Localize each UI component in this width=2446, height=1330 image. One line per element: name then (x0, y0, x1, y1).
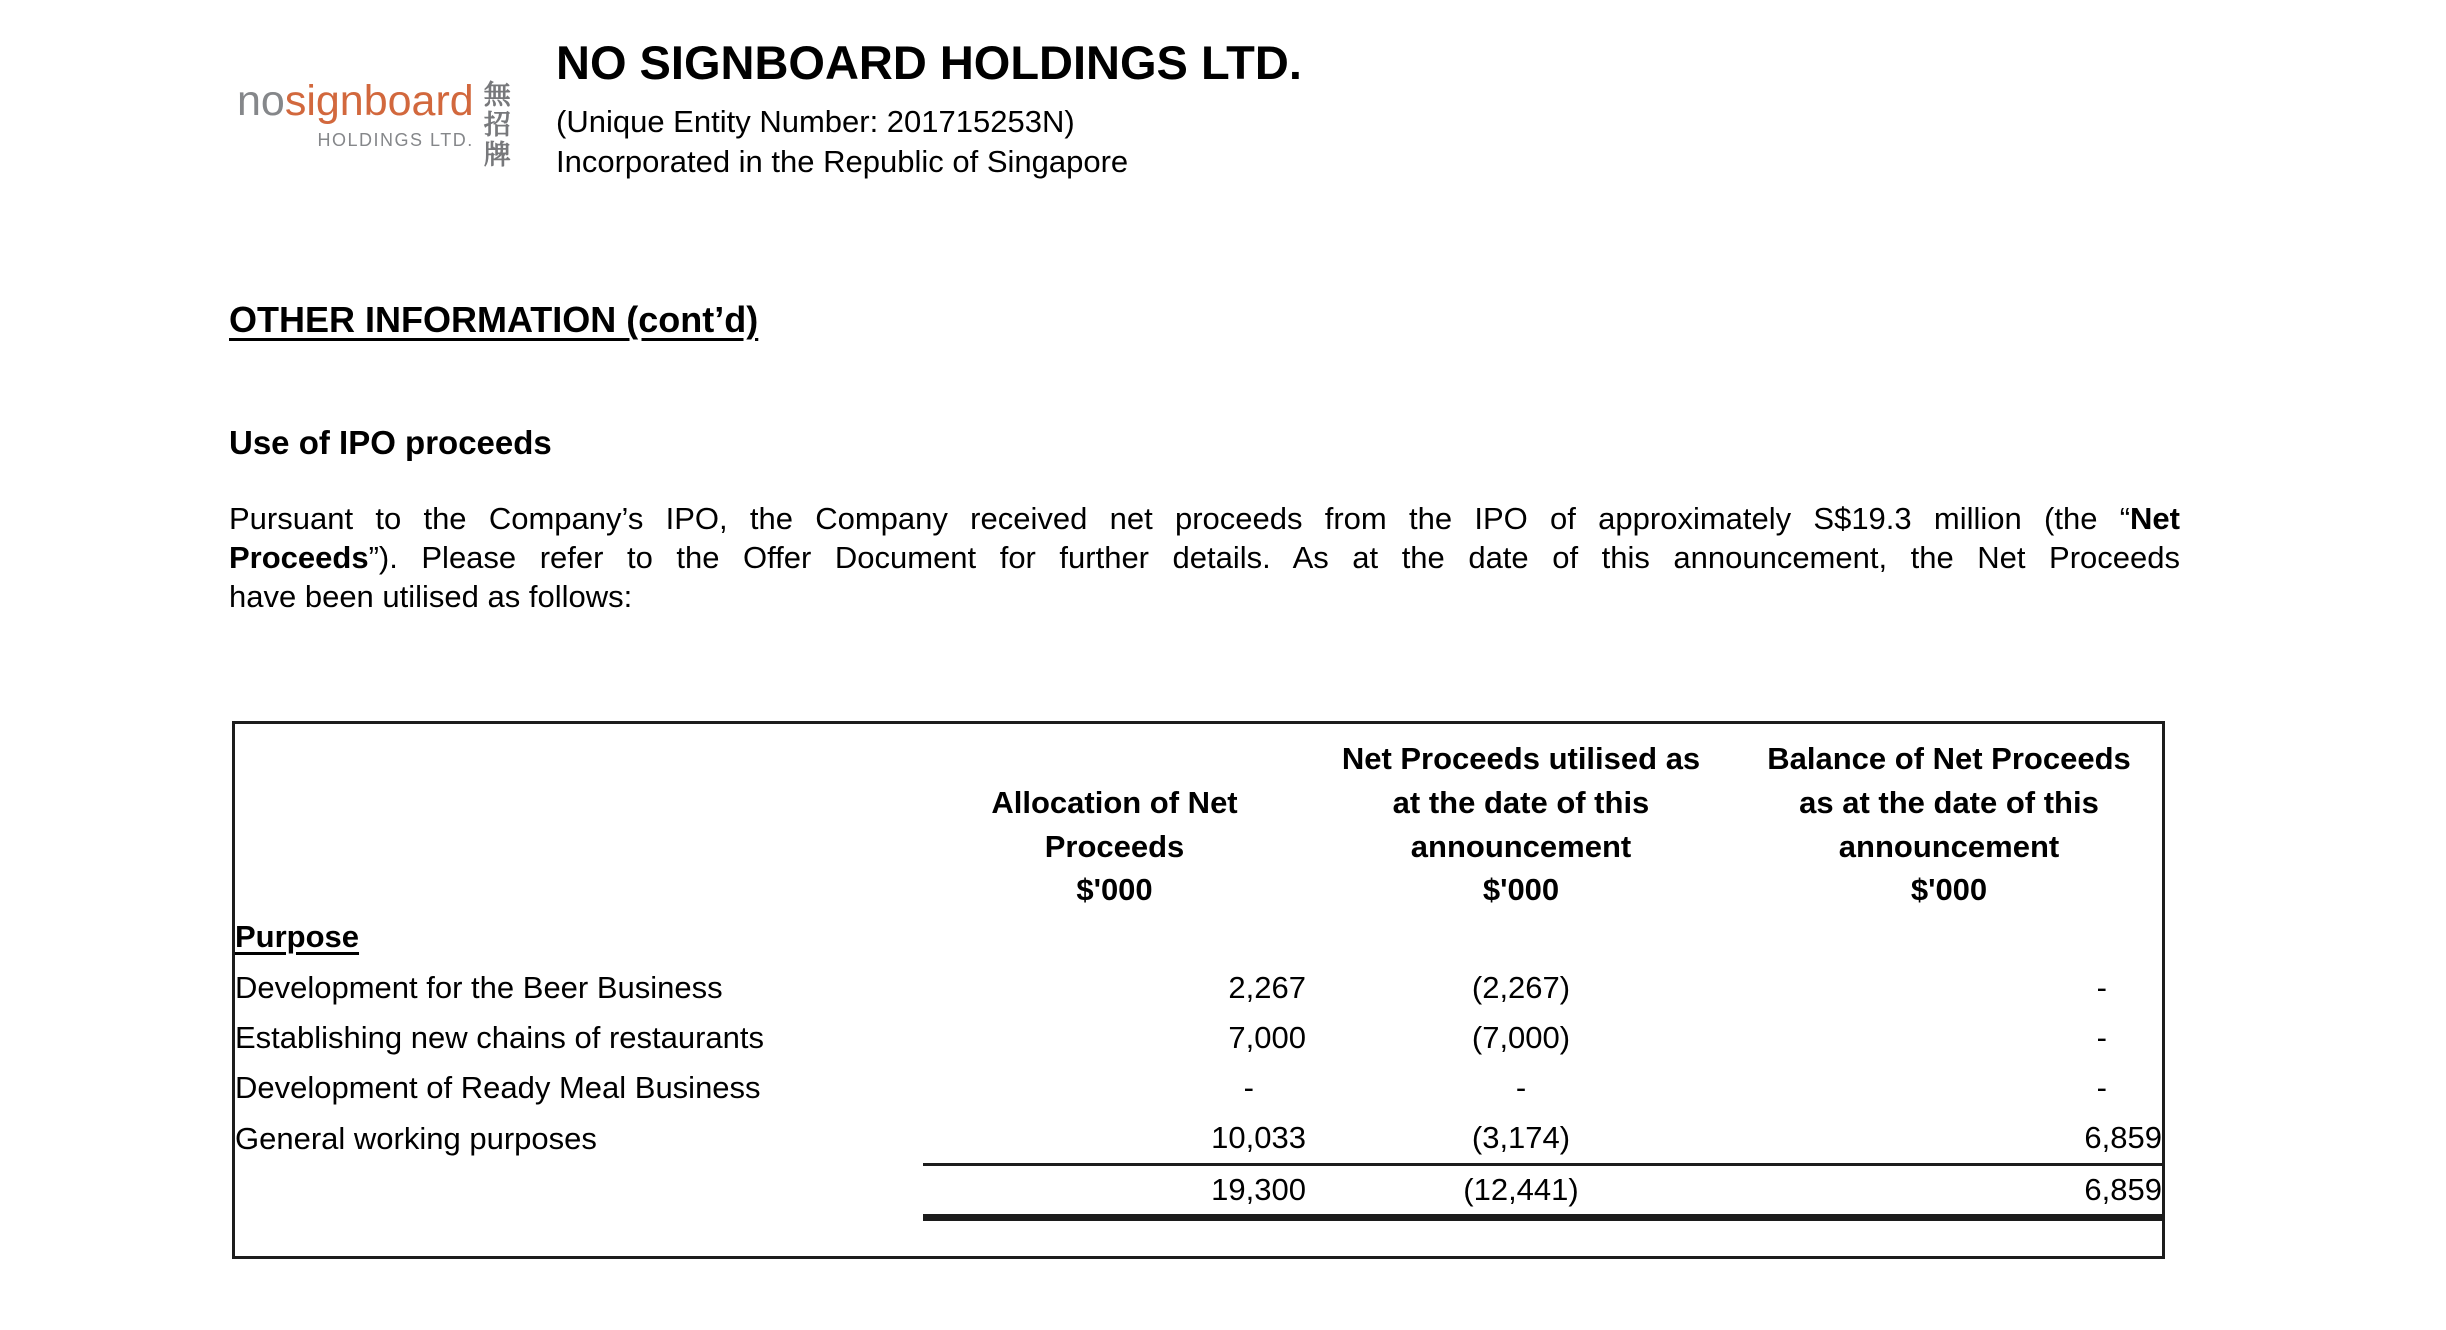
row-allocation: 2,267 (1228, 970, 1306, 1005)
proceeds-table (235, 724, 2162, 1264)
row-utilised: (2,267) (1471, 970, 1571, 1005)
logo-chinese-characters (484, 80, 511, 170)
paragraph-line-3: have been utilised as follows: (229, 579, 633, 614)
total-utilised: (12,441) (1306, 1165, 1736, 1218)
header-line: Balance of Net Proceeds (1767, 741, 2131, 776)
row-allocation: - (1243, 1070, 1254, 1105)
unit-empty-cell (235, 869, 923, 911)
paragraph-text: Pursuant to the Company’s IPO, the Company received net proceeds from the IPO of approximately S$19.3 million (the “ (229, 501, 2131, 536)
total-allocation: 19,300 (923, 1165, 1306, 1218)
paragraph-bold-text: Proceeds (229, 540, 369, 575)
paragraph-text: ”). Please refer to the Offer Document for further details. As at the date of this announcement, the Net Proceeds (368, 540, 2180, 575)
empty-cell (1736, 911, 2162, 963)
company-name: NO SIGNBOARD HOLDINGS LTD. (556, 36, 1302, 89)
row-allocation: 7,000 (1228, 1020, 1306, 1055)
empty-cell (1306, 1218, 1736, 1265)
ipo-proceeds-paragraph (229, 499, 2180, 616)
section-heading: OTHER INFORMATION (cont’d) (229, 299, 759, 340)
table-row (235, 963, 2162, 1013)
table-spacer-row (235, 1218, 2162, 1265)
uen-line: (Unique Entity Number: 201715253N) (556, 104, 1075, 139)
header-line: as at the date of this (1799, 785, 2099, 820)
row-utilised: - (1515, 1070, 1527, 1105)
row-allocation: 10,033 (1211, 1120, 1306, 1155)
table-row (235, 1113, 2162, 1165)
row-balance: - (2096, 1020, 2107, 1055)
unit-row (235, 869, 2162, 911)
total-balance: 6,859 (1736, 1165, 2162, 1218)
empty-cell (1306, 911, 1736, 963)
table-row (235, 1063, 2162, 1113)
logo-chinese-char: 牌 (483, 140, 511, 170)
incorporation-line: Incorporated in the Republic of Singapore (556, 144, 1129, 179)
table-header-row (235, 724, 2162, 869)
purpose-row (235, 911, 2162, 963)
logo-word-no: no (237, 77, 285, 125)
empty-cell (923, 911, 1306, 963)
header-balance (1736, 724, 2162, 869)
row-balance: - (2096, 970, 2107, 1005)
company-logo (237, 78, 511, 170)
row-label: General working purposes (235, 1120, 597, 1156)
row-utilised: (3,174) (1471, 1120, 1571, 1155)
row-balance: 6,859 (2084, 1120, 2162, 1155)
header-line: at the date of this (1392, 785, 1650, 820)
header-allocation (923, 724, 1306, 869)
header-line: Net Proceeds utilised as (1341, 741, 1701, 776)
purpose-heading: Purpose (235, 919, 360, 954)
empty-cell (235, 1218, 923, 1265)
header-utilised (1306, 724, 1736, 869)
header-empty-cell (235, 724, 923, 869)
paragraph-line-2 (229, 538, 2180, 577)
row-label: Establishing new chains of restaurants (235, 1020, 765, 1055)
paragraph-line-1 (229, 499, 2180, 538)
logo-wordmark (237, 78, 474, 124)
unit-label: $'000 (1482, 872, 1560, 907)
logo-text-block (237, 78, 474, 151)
logo-chinese-char: 招 (483, 110, 511, 140)
ipo-proceeds-table (232, 721, 2165, 1259)
row-label: Development of Ready Meal Business (235, 1070, 761, 1105)
unit-label: $'000 (1910, 872, 1988, 907)
header-line: Proceeds (1044, 829, 1185, 864)
row-balance: - (2096, 1070, 2107, 1105)
unit-label: $'000 (1076, 872, 1153, 907)
table-row (235, 1013, 2162, 1063)
logo-word-signboard: signboard (284, 77, 474, 125)
total-row (235, 1165, 2162, 1218)
row-utilised: (7,000) (1471, 1020, 1571, 1055)
subsection-heading: Use of IPO proceeds (229, 424, 552, 461)
header-line: Allocation of Net (991, 785, 1238, 820)
empty-cell (1736, 1218, 2162, 1265)
purpose-heading-cell (235, 911, 923, 963)
empty-cell (923, 1218, 1306, 1265)
header-line: announcement (1410, 829, 1632, 864)
header-line: announcement (1838, 829, 2060, 864)
paragraph-bold-text: Net (2130, 501, 2180, 536)
row-label: Development for the Beer Business (235, 970, 723, 1005)
logo-chinese-char: 無 (483, 80, 511, 110)
logo-holdings-label: HOLDINGS LTD. (317, 130, 474, 150)
total-empty-cell (235, 1165, 923, 1218)
letterhead (556, 36, 1302, 182)
